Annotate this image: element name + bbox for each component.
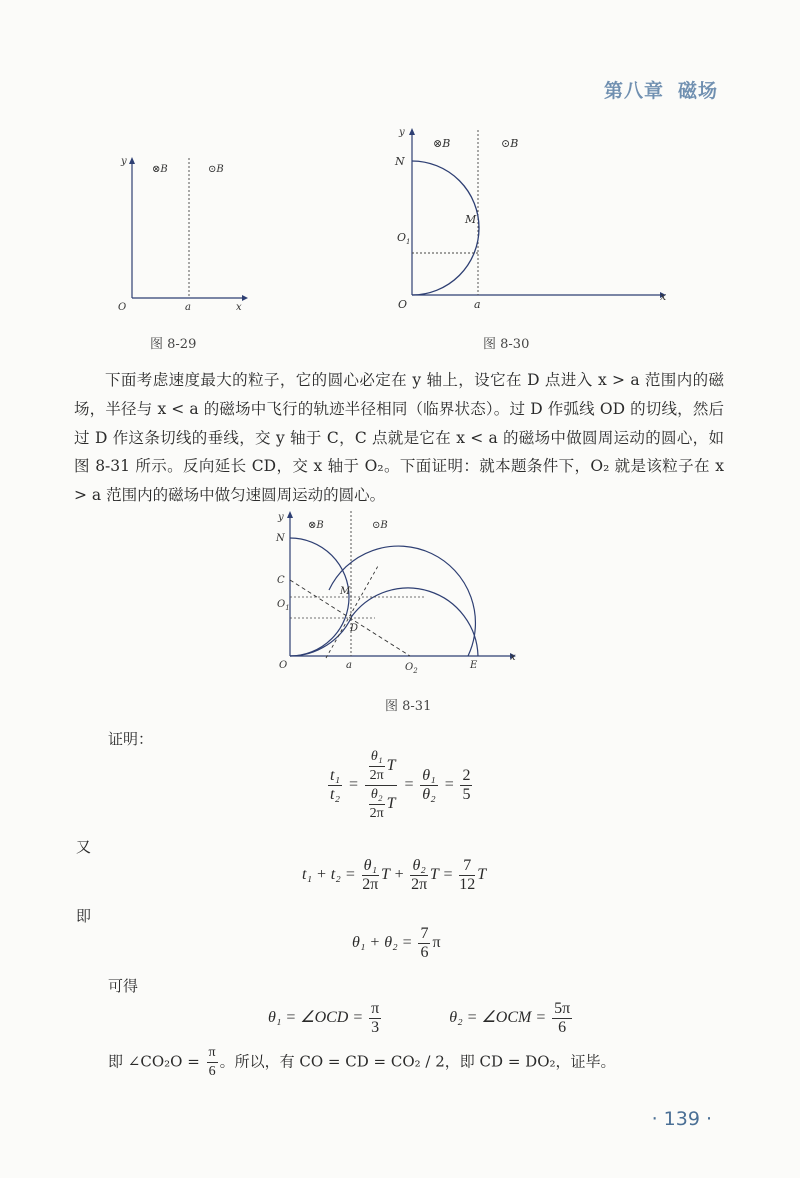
- eq4-theta2-value: $\frac{5\pi}{6}$: [554, 1000, 571, 1036]
- fig31-origin-label: O: [279, 660, 288, 671]
- eq1-theta-ratio: $\frac{\text{θ₁}}{\text{θ₂}}$: [422, 767, 436, 803]
- eq1-compound-fraction: $\frac{\text{θ₁}}{2\pi}$ T $\frac{\text{θ₂}}{2\pi}$ T: [365, 748, 398, 823]
- fig30-m-label: M: [465, 213, 477, 226]
- chapter-header: [604, 76, 718, 103]
- fig30-y-label: y: [399, 127, 405, 138]
- figure-8-30: [385, 125, 675, 315]
- fig31-x-label: x: [510, 652, 516, 663]
- figure-8-29: [110, 150, 250, 320]
- fig29-b-into-label: ⊗B: [152, 164, 168, 175]
- fig30-origin-label: O: [398, 298, 408, 311]
- also-label: 又: [76, 838, 92, 856]
- equation-time-sum: t₁ + t₂ = $\frac{\text{θ₁}}{2\pi}$ T + $\frac{\text{θ₂}}{2\pi}$ T = $\frac{7}{12}$ T: [302, 857, 487, 893]
- fig31-b-out-label: ⊙B: [372, 520, 388, 531]
- fig29-origin-label: O: [118, 302, 127, 313]
- proof-label: 证明：: [108, 730, 154, 748]
- fig30-x-label: x: [660, 290, 667, 303]
- fig31-e-label: E: [470, 660, 478, 671]
- eq4-theta1-value: $\frac{\pi}{3}$: [371, 1000, 380, 1036]
- eq1-t-ratio: $\frac{\text{t₁}}{\text{t₂}}$: [330, 767, 341, 803]
- chapter-number: 第八章: [603, 80, 664, 102]
- fig30-o1-label: $O_1$: [397, 231, 411, 246]
- figure-8-31: [268, 508, 528, 680]
- conclusion-fraction: $\frac{\pi}{6}$: [208, 1045, 216, 1079]
- thus-label: 可得: [108, 977, 139, 995]
- equation-angle-sum: θ₁ + θ₂ = $\frac{7}{6}$ π: [352, 925, 441, 961]
- equation-ratio: $\frac{\text{t₁}}{\text{t₂}}$ = $\frac{\text{θ₁}}{2\pi}$ T $\frac{\text{θ₂}}{2\pi}$ T = $\frac{\text{θ₁}}{\text{θ₂}}$ = $\frac{2}{5}$: [330, 749, 471, 821]
- fig31-b-into-label: ⊗B: [308, 520, 324, 531]
- fig29-x-label: x: [236, 302, 242, 313]
- fig30-caption: 图 8-30: [483, 337, 530, 352]
- fig31-n-label: N: [276, 533, 285, 544]
- fig31-c-label: C: [277, 575, 285, 586]
- eq2-theta2-fraction: $\frac{\text{θ₂}}{2\pi}$: [411, 857, 428, 893]
- fig29-b-out-label: ⊙B: [208, 164, 224, 175]
- fig31-o1-label: $O_1$: [277, 599, 290, 612]
- fig31-caption: 图 8-31: [385, 699, 432, 714]
- eq3-result: $\frac{7}{6}$: [420, 925, 429, 961]
- fig30-n-label: N: [395, 155, 405, 168]
- fig31-m-label: M: [340, 586, 351, 597]
- eq2-theta1-fraction: $\frac{\text{θ₁}}{2\pi}$: [362, 857, 379, 893]
- fig30-a-label: a: [474, 298, 481, 311]
- fig30-b-into-label: ⊗B: [433, 137, 451, 150]
- fig31-a-label: a: [346, 660, 352, 671]
- fig29-y-label: y: [121, 156, 127, 167]
- fig30-b-out-label: ⊙B: [501, 137, 519, 150]
- conclusion-line: 即 ∠CO₂O = $\frac{\pi}{6}$ 。所以，有 CO = CD = CO₂ / 2，即 CD = DO₂，证毕。: [108, 1045, 616, 1079]
- equation-angles: θ₁ = ∠OCD = $\frac{\pi}{3}$ θ₂ = ∠OCM = $\frac{5\pi}{6}$: [268, 1000, 571, 1036]
- fig31-o2-label: $O_2$: [405, 662, 418, 675]
- fig29-caption: 图 8-29: [150, 337, 197, 352]
- body-paragraph: 下面考虑速度最大的粒子，它的圆心必定在 y 轴上，设它在 D 点进入 x > a 范围内的磁场，半径与 x < a 的磁场中飞行的轨迹半径相同（临界状态）。过 D 作弧线 OD 的切线，然后过 D 作这条切线的垂线，交 y 轴于 C，C 点就是它在 x < a 的磁场中做圆周运动的圆心，如图 8-31 所示。反向延长 CD，交 x 轴于 O₂。下面证明：就本题条件下，O₂ 就是该粒子在 x > a 范围内的磁场中做匀速圆周运动的圆心。: [74, 371, 724, 505]
- ie-label: 即: [76, 907, 92, 925]
- eq2-result: $\frac{7}{12}$: [459, 857, 476, 893]
- page-number: · 139 ·: [651, 1108, 712, 1130]
- fig29-a-label: a: [185, 302, 191, 313]
- eq1-result: $\frac{2}{5}$: [462, 767, 471, 803]
- chapter-title: 磁场: [677, 80, 718, 102]
- fig31-y-label: y: [278, 512, 284, 523]
- fig31-d-label: D: [350, 623, 359, 634]
